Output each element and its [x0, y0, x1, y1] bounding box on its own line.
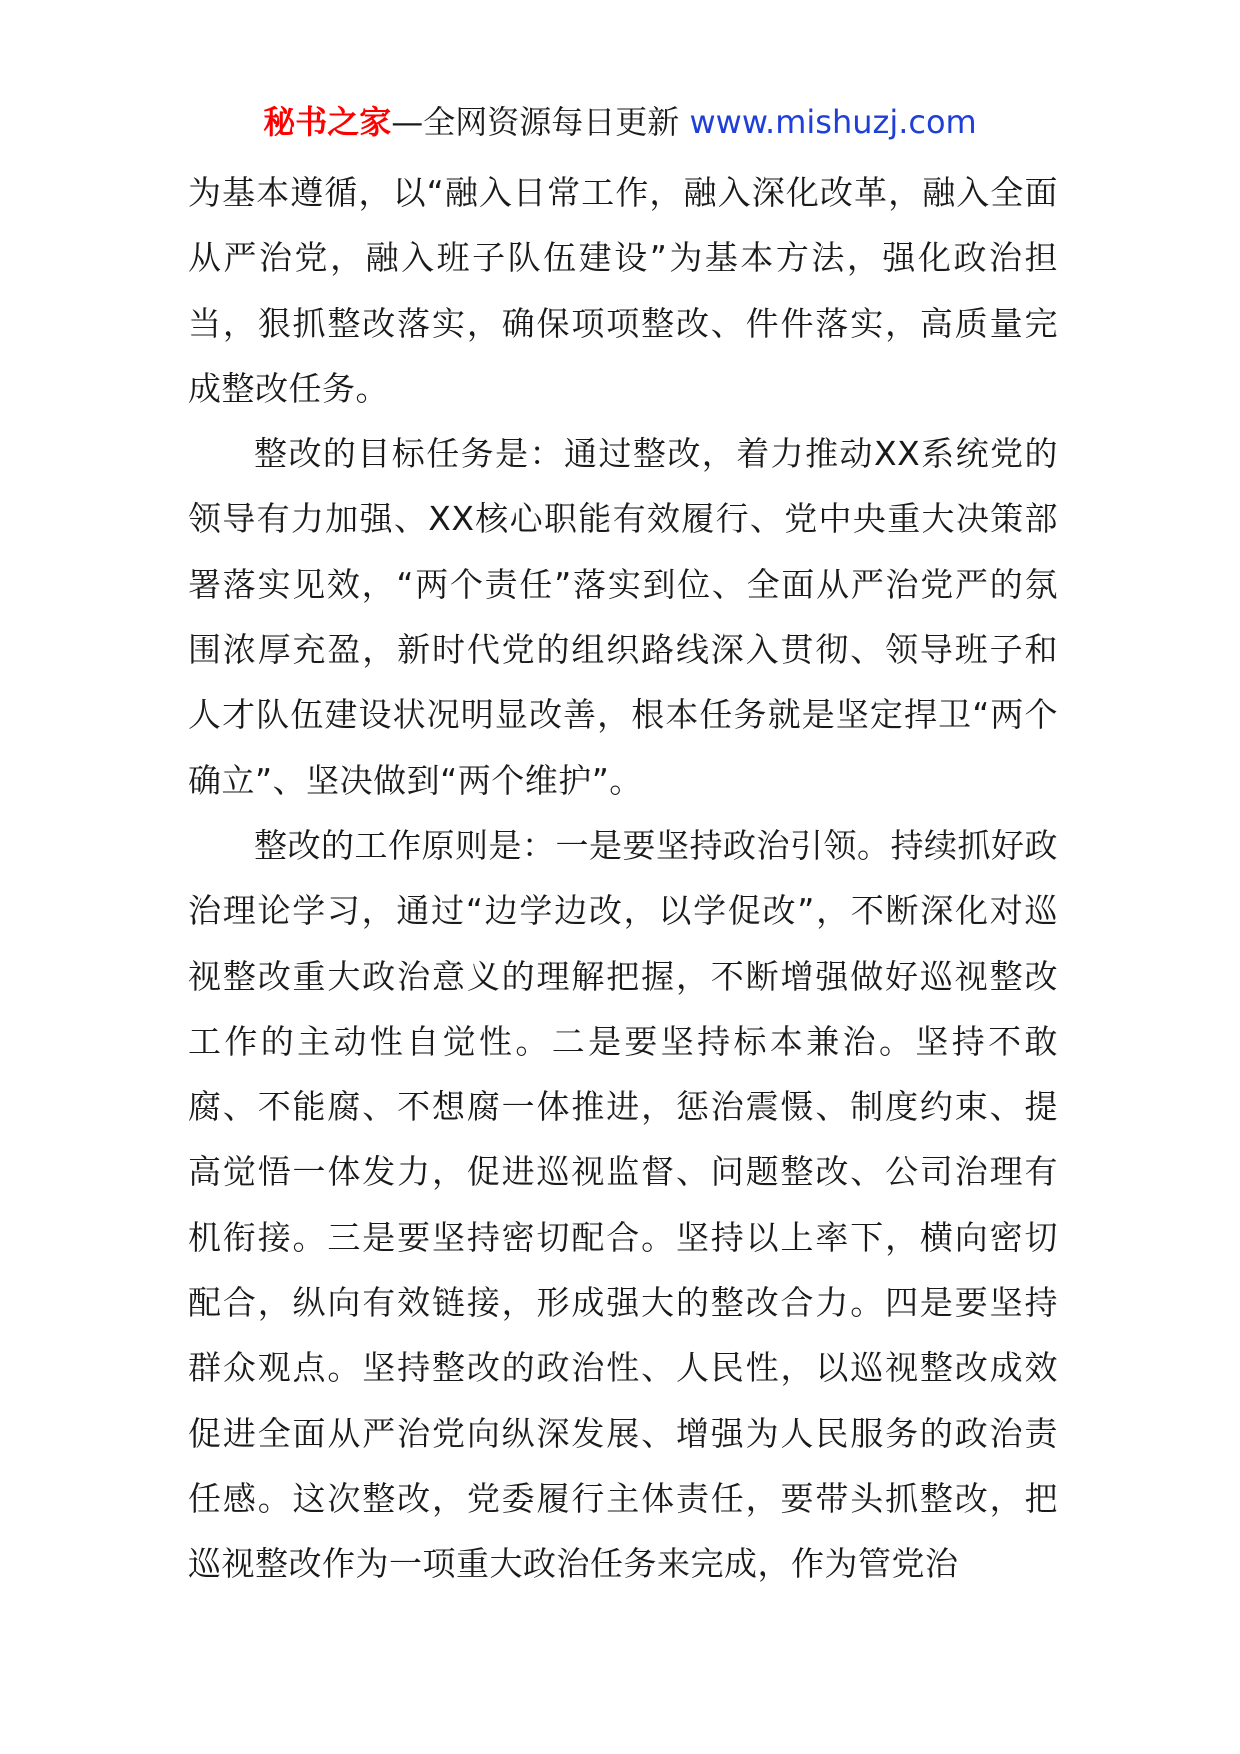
header-tagline: —全网资源每日更新	[391, 103, 690, 141]
header-url[interactable]: www.mishuzj.com	[689, 103, 977, 141]
paragraph-principles: 整改的工作原则是：一是要坚持政治引领。持续抓好政治理论学习，通过“边学边改，以学促改”，不断深化对巡视整改重大政治意义的理解把握，不断增强做好巡视整改工作的主动性自觉性。二是要坚持标本兼治。坚持不敢腐、不能腐、不想腐一体推进，惩治震慑、制度约束、提高觉悟一体发力，促进巡视监督、问题整改、公司治理有机衔接。三是要坚持密切配合。坚持以上率下，横向密切配合，纵向有效链接，形成强大的整改合力。四是要坚持群众观点。坚持整改的政治性、人民性，以巡视整改成效促进全面从严治党向纵深发展、增强为人民服务的政治责任感。这次整改，党委履行主体责任，要带头抓整改，把巡视整改作为一项重大政治任务来完成，作为管党治	[188, 825, 1058, 1584]
header-brand: 秘书之家	[263, 103, 392, 141]
paragraph-continuation: 为基本遵循，以“融入日常工作，融入深化改革，融入全面从严治党，融入班子队伍建设”为基本方法，强化政治担当，狠抓整改落实，确保项项整改、件件落实，高质量完成整改任务。	[188, 173, 1058, 408]
watermark-header	[0, 100, 1240, 144]
document-body	[188, 160, 1058, 1597]
paragraph-goals: 整改的目标任务是：通过整改，着力推动XX系统党的领导有力加强、XX核心职能有效履行、党中央重大决策部署落实见效，“两个责任”落实到位、全面从严治党严的氛围浓厚充盈，新时代党的组织路线深入贯彻、领导班子和人才队伍建设状况明显改善，根本任务就是坚定捍卫“两个确立”、坚决做到“两个维护”。	[188, 434, 1058, 800]
